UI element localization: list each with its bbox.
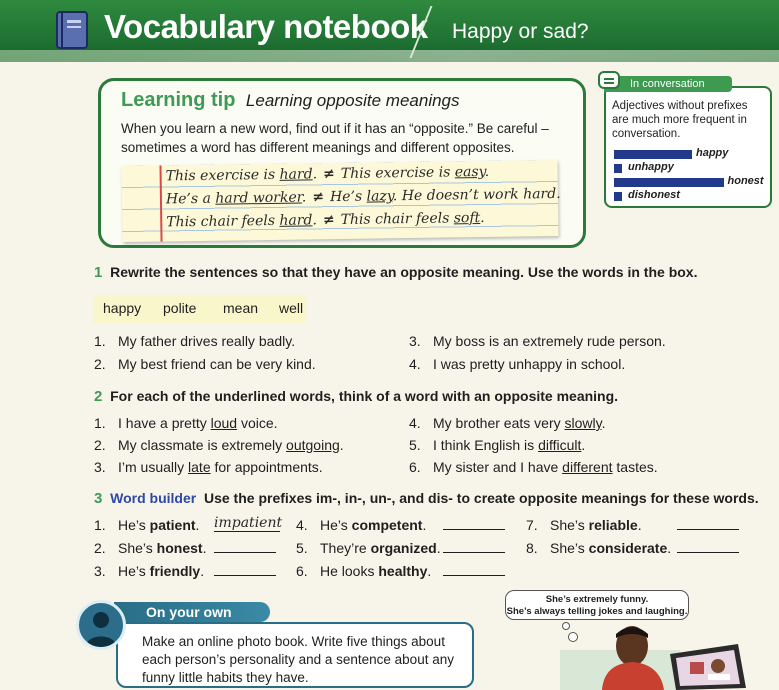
frequency-label-unhappy: unhappy	[628, 161, 674, 173]
exercise-item	[296, 540, 441, 556]
item-text: .	[601, 415, 606, 431]
screen-face	[711, 659, 725, 673]
item-text: She’s	[550, 517, 589, 533]
item-text: .	[667, 540, 672, 556]
exercise-item	[526, 517, 642, 533]
item-number: 3.	[94, 459, 106, 475]
item-number: 2.	[94, 540, 106, 556]
not-equal-sign: ≠	[322, 212, 335, 229]
frequency-bar-dishonest	[614, 192, 622, 201]
item-number: 4.	[409, 415, 421, 431]
exercise-number: 1	[94, 264, 103, 281]
exercise-item	[94, 415, 278, 431]
on-your-own-banner: On your own	[114, 602, 270, 622]
item-text: My boss is an extremely rude person.	[433, 333, 666, 349]
item-number: 5.	[409, 437, 421, 453]
item-text: He’s	[118, 563, 150, 579]
exercise-item	[409, 415, 605, 431]
answer-field[interactable]: impatient	[214, 515, 283, 531]
word-box-item: happy	[103, 300, 142, 316]
learning-tip-title: Learning opposite meanings	[245, 91, 460, 110]
example-text: He’s a	[165, 190, 216, 208]
item-keyword: organized	[370, 540, 437, 556]
answer-field[interactable]	[214, 541, 276, 553]
item-text: My brother eats very	[433, 415, 565, 431]
item-keyword: friendly	[149, 563, 201, 579]
exercise-item	[409, 356, 625, 372]
exercise-2-heading	[94, 388, 618, 405]
item-number: 5.	[296, 540, 308, 556]
item-text: My classmate is extremely	[118, 437, 287, 453]
exercise-1-heading	[94, 264, 697, 281]
exercise-number: 3	[94, 490, 103, 507]
item-number: 6.	[409, 459, 421, 475]
item-number: 1.	[94, 517, 106, 533]
underlined-word: late	[188, 459, 211, 475]
exercise-instruction: For each of the underlined words, think of a word with an opposite meaning.	[110, 388, 619, 404]
learning-tip-heading	[121, 89, 460, 112]
in-conversation-tag: In conversation	[604, 76, 732, 92]
answer-field[interactable]	[443, 564, 505, 576]
item-number: 1.	[94, 333, 106, 349]
example-word: hard worker	[215, 189, 302, 207]
item-text: My best friend can be very kind.	[118, 356, 316, 372]
example-line	[166, 186, 561, 208]
frequency-label-happy: happy	[696, 147, 729, 159]
item-number: 4.	[409, 356, 421, 372]
example-text: .	[312, 166, 318, 183]
boy-with-laptop-illustration	[560, 624, 775, 690]
item-number: 2.	[94, 356, 106, 372]
answer-field[interactable]	[443, 541, 505, 553]
item-text: I have a pretty	[118, 415, 211, 431]
exercise-item	[94, 563, 204, 579]
exercise-item	[94, 437, 344, 453]
exercise-instruction: Rewrite the sentences so that they have an opposite meaning. Use the words in the box.	[110, 264, 698, 280]
speech-bubble	[505, 590, 689, 620]
example-text: .	[480, 209, 485, 227]
example-text: .	[484, 163, 490, 180]
answer-field[interactable]	[443, 518, 505, 530]
example-text: This exercise is	[340, 164, 455, 182]
example-text: This chair feels	[166, 212, 280, 231]
example-text: .	[312, 212, 318, 229]
example-word: hard	[279, 212, 313, 229]
person-silhouette-icon	[79, 603, 123, 647]
person-icon	[76, 600, 126, 650]
item-text: I’m usually	[118, 459, 189, 475]
in-conversation-text: Adjectives without prefixes are much more frequent in conversation.	[612, 100, 748, 140]
example-text: He’s	[329, 188, 367, 206]
frequency-bar-honest	[614, 178, 724, 187]
example-notepaper	[121, 160, 561, 242]
exercise-item	[409, 333, 666, 349]
underlined-word: difficult	[538, 437, 582, 453]
item-text: He’s	[320, 517, 352, 533]
item-keyword: healthy	[378, 563, 428, 579]
item-keyword: competent	[351, 517, 423, 533]
header-bar	[0, 0, 779, 62]
item-text: She’s	[550, 540, 589, 556]
word-box-item: mean	[223, 300, 259, 316]
example-word: soft	[453, 210, 481, 227]
frequency-bar-happy	[614, 150, 692, 159]
frequency-label-dishonest: dishonest	[628, 189, 680, 201]
exercise-number: 2	[94, 388, 103, 405]
item-text: .	[422, 517, 427, 533]
exercise-3-heading	[94, 490, 759, 507]
screen-photo	[690, 662, 704, 674]
item-text: for appointments.	[210, 459, 323, 475]
speech-line: She’s extremely funny.	[545, 594, 649, 605]
item-text: .	[202, 540, 207, 556]
underlined-word: slowly	[564, 415, 602, 431]
example-text: .	[301, 189, 307, 206]
exercise-item	[409, 459, 658, 475]
exercise-item	[94, 356, 316, 372]
notebook-icon	[50, 8, 94, 52]
word-builder-label: Word builder	[110, 490, 197, 506]
item-number: 8.	[526, 540, 538, 556]
item-text: .	[200, 563, 205, 579]
example-line	[166, 210, 485, 230]
exercise-item	[94, 459, 323, 475]
exercise-item	[296, 517, 426, 533]
item-number: 4.	[296, 517, 308, 533]
example-text: This exercise is	[165, 166, 280, 185]
item-text: My father drives really badly.	[118, 333, 296, 349]
header-stripe	[0, 50, 779, 62]
exercise-item	[409, 437, 585, 453]
speech-bubble-icon	[598, 71, 620, 89]
item-text: My sister and I have	[433, 459, 563, 475]
item-number: 6.	[296, 563, 308, 579]
example-word: lazy	[366, 188, 393, 205]
item-text: .	[195, 517, 200, 533]
example-line	[166, 164, 490, 185]
speech-line: She’s always telling jokes and laughing.	[506, 606, 688, 617]
item-text: He looks	[320, 563, 379, 579]
item-text: I was pretty unhappy in school.	[433, 356, 626, 372]
item-number: 2.	[94, 437, 106, 453]
underlined-word: outgoing	[286, 437, 340, 453]
on-your-own-text: Make an online photo book. Write five things about each person’s personality and a sentence about any funny little habits they have.	[142, 634, 454, 685]
item-text: They’re	[320, 540, 371, 556]
exercise-item	[94, 517, 199, 533]
screen-caption	[708, 674, 730, 680]
item-text: .	[581, 437, 586, 453]
frequency-bar-unhappy	[614, 164, 622, 173]
item-text: .	[637, 517, 642, 533]
page-title: Vocabulary notebook	[104, 8, 428, 45]
example-text: This chair feels	[340, 210, 454, 228]
exercise-instruction: Use the prefixes im-, in-, un-, and dis- to create opposite meanings for these words.	[203, 490, 759, 506]
exercise-item	[94, 333, 295, 349]
paper-margin-line	[159, 165, 162, 241]
exercise-item	[94, 540, 206, 556]
example-word: hard	[279, 166, 313, 183]
item-text: .	[427, 563, 432, 579]
item-text: voice.	[237, 415, 278, 431]
item-keyword: honest	[156, 540, 203, 556]
underlined-word: loud	[210, 415, 238, 431]
not-equal-sign: ≠	[312, 189, 325, 206]
frequency-label-honest: honest	[727, 175, 764, 187]
learning-tip-body: When you learn a new word, find out if it has an “opposite.” Be careful – sometimes a word has different meanings and different opposites.	[121, 121, 549, 155]
item-keyword: patient	[149, 517, 196, 533]
item-keyword: reliable	[588, 517, 638, 533]
item-number: 1.	[94, 415, 106, 431]
item-text: He’s	[118, 517, 150, 533]
answer-field[interactable]	[677, 518, 739, 530]
not-equal-sign: ≠	[322, 166, 335, 183]
answer-field[interactable]	[677, 541, 739, 553]
learning-tip-label: Learning tip	[121, 89, 236, 111]
item-text: tastes.	[612, 459, 658, 475]
example-text: . He doesn’t work hard.	[392, 185, 561, 205]
word-box-item: polite	[163, 300, 197, 316]
item-text: .	[436, 540, 441, 556]
word-box-item: well	[279, 300, 304, 316]
item-number: 3.	[94, 563, 106, 579]
item-text: I think English is	[433, 437, 539, 453]
example-word: easy	[454, 163, 485, 181]
page-subtitle: Happy or sad?	[452, 20, 589, 43]
item-keyword: considerate	[588, 540, 668, 556]
underlined-word: different	[562, 459, 613, 475]
item-number: 7.	[526, 517, 538, 533]
item-number: 3.	[409, 333, 421, 349]
answer-field[interactable]	[214, 564, 276, 576]
exercise-item	[296, 563, 431, 579]
item-text: She’s	[118, 540, 157, 556]
item-text: .	[339, 437, 344, 453]
exercise-item	[526, 540, 671, 556]
